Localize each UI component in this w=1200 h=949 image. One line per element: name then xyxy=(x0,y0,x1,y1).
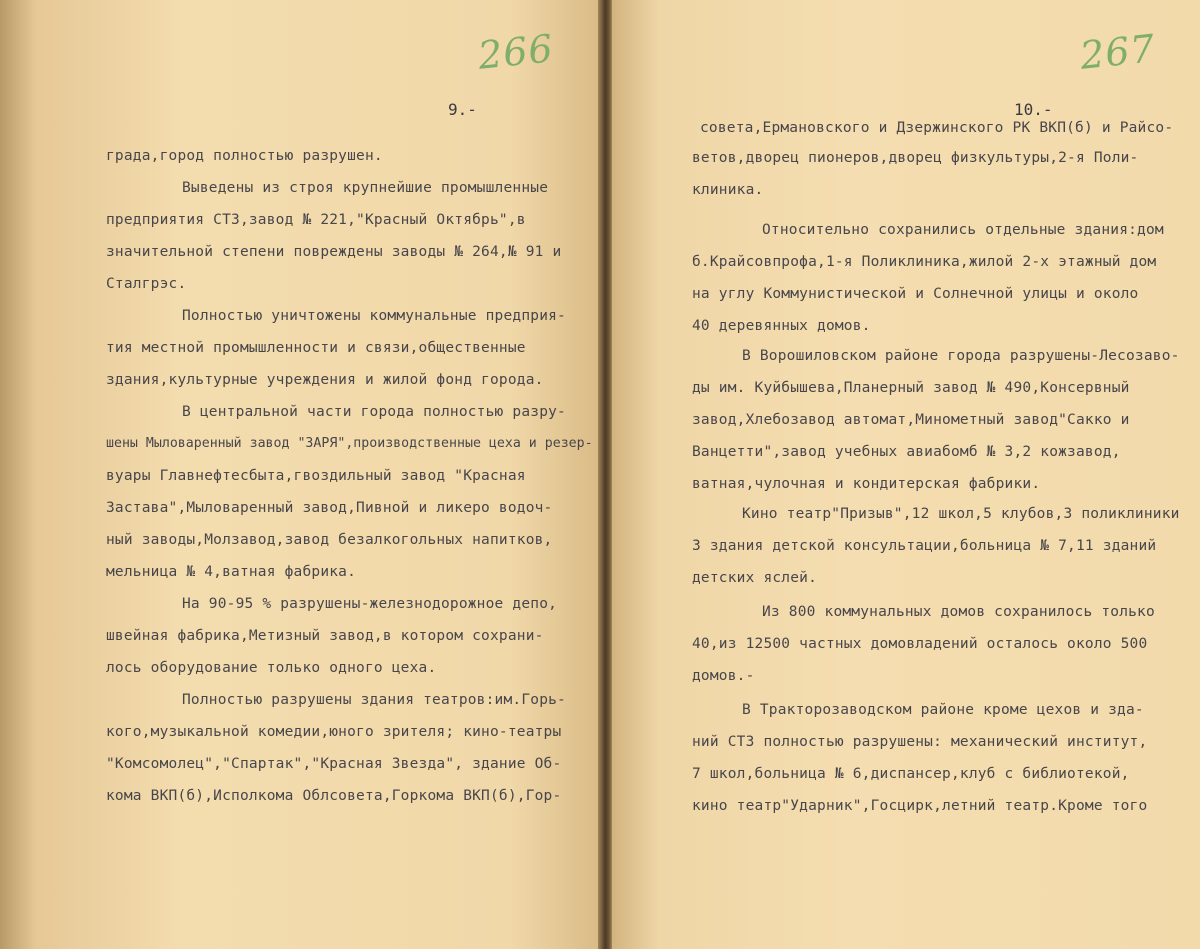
text-line: б.Крайсовпрофа,1-я Поликлиника,жилой 2-х этажный дом xyxy=(692,254,1157,270)
text-line: предприятия СТЗ,завод № 221,"Красный Октябрь",в xyxy=(106,212,526,228)
text-line: на углу Коммунистической и Солнечной улицы и около xyxy=(692,286,1139,302)
text-line: ватная,чулочная и кондитерская фабрики. xyxy=(692,476,1041,492)
text-line: Из 800 коммунальных домов сохранилось только xyxy=(762,604,1155,620)
text-line: В центральной части города полностью разру- xyxy=(182,404,566,420)
text-line: домов.- xyxy=(692,668,755,684)
text-line: мельница № 4,ватная фабрика. xyxy=(106,564,357,580)
text-line: ний СТЗ полностью разрушены: механический институт, xyxy=(692,734,1148,750)
text-line: Ванцетти",завод учебных авиабомб № 3,2 кожзавод, xyxy=(692,444,1121,460)
text-line: града,город полностью разрушен. xyxy=(106,148,383,164)
text-line: лось оборудование только одного цеха. xyxy=(106,660,437,676)
text-line: Полностью уничтожены коммунальные предприя- xyxy=(182,308,566,324)
text-line: ды им. Куйбышева,Планерный завод № 490,Консервный xyxy=(692,380,1130,396)
text-line: шены Мыловаренный завод "ЗАРЯ",производственные цеха и резер- xyxy=(106,436,593,451)
right-page xyxy=(612,0,1200,949)
text-line: Кино театр"Призыв",12 школ,5 клубов,3 поликлиники xyxy=(742,506,1180,522)
right-page-number: 10.- xyxy=(1014,100,1053,119)
text-line: 40 деревянных домов. xyxy=(692,318,871,334)
text-line: "Комсомолец","Спартак","Красная Звезда", здание Об- xyxy=(106,756,562,772)
text-line: кино театр"Ударник",Госцирк,летний театр.Кроме того xyxy=(692,798,1148,814)
text-line: ветов,дворец пионеров,дворец физкультуры,2-я Поли- xyxy=(692,150,1139,166)
text-line: завод,Хлебозавод автомат,Минометный завод"Сакко и xyxy=(692,412,1130,428)
text-line: кома ВКП(б),Исполкома Облсовета,Горкома ВКП(б),Гор- xyxy=(106,788,562,804)
text-line: 7 школ,больница № 6,диспансер,клуб с библиотекой, xyxy=(692,766,1130,782)
text-line: швейная фабрика,Метизный завод,в котором сохрани- xyxy=(106,628,544,644)
text-line: 40,из 12500 частных домовладений осталось около 500 xyxy=(692,636,1148,652)
text-line: здания,культурные учреждения и жилой фонд города. xyxy=(106,372,544,388)
text-line: Сталгрэс. xyxy=(106,276,187,292)
text-line: совета,Ермановского и Дзержинского РК ВКП(б) и Райсо- xyxy=(700,120,1174,136)
text-line: Полностью разрушены здания театров:им.Горь- xyxy=(182,692,566,708)
text-line: кого,музыкальной комедии,юного зрителя; кино-театры xyxy=(106,724,562,740)
left-page-number: 9.- xyxy=(448,100,477,119)
text-line: ный заводы,Молзавод,завод безалкогольных напитков, xyxy=(106,532,553,548)
text-line: вуары Главнефтесбыта,гвоздильный завод "Красная xyxy=(106,468,526,484)
left-folio-number: 266 xyxy=(475,26,556,78)
text-line: тия местной промышленности и связи,общественные xyxy=(106,340,526,356)
text-line: Относительно сохранились отдельные здания:дом xyxy=(762,222,1164,238)
text-line: клиника. xyxy=(692,182,764,198)
text-line: детских яслей. xyxy=(692,570,818,586)
text-line: 3 здания детской консультации,больница № 7,11 зданий xyxy=(692,538,1157,554)
text-line: В Ворошиловском районе города разрушены-Лесозаво- xyxy=(742,348,1180,364)
text-line: На 90-95 % разрушены-железнодорожное депо, xyxy=(182,596,558,612)
text-line: значительной степени повреждены заводы № 264,№ 91 и xyxy=(106,244,562,260)
text-line: Застава",Мыловаренный завод,Пивной и ликеро водоч- xyxy=(106,500,553,516)
right-folio-number: 267 xyxy=(1077,26,1158,78)
text-line: В Тракторозаводском районе кроме цехов и зда- xyxy=(742,702,1144,718)
text-line: Выведены из строя крупнейшие промышленные xyxy=(182,180,549,196)
